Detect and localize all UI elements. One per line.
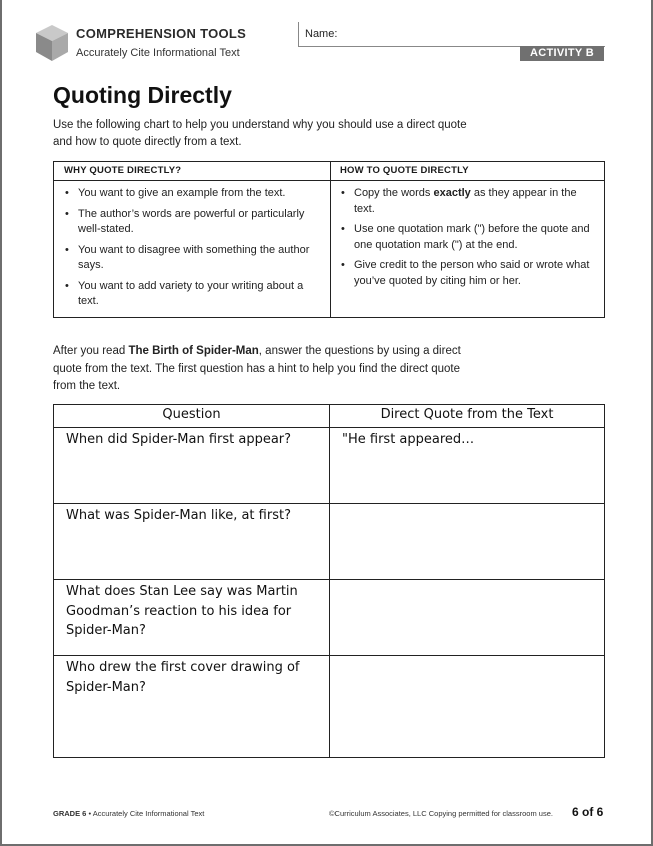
question-answer-table [53,404,605,758]
question-cell: What does Stan Lee say was Martin Goodman’s reaction to his idea for Spider-Man? [66,584,298,638]
why-item: • You want to give an example from the text. [65,187,286,199]
page-left-edge [0,0,2,846]
quote-info-table [53,161,605,318]
table-row-divider [54,503,604,504]
page-title: Quoting Directly [53,82,232,108]
answer-cell[interactable] [342,658,597,753]
how-item: • Use one quotation mark (") before the quote and one quotation mark (") at the end. [341,223,590,251]
why-column [54,162,331,317]
table-row-divider [54,579,604,580]
table-row-divider [54,655,604,656]
activity-badge: ACTIVITY B [520,46,604,61]
question-column-header: Question [162,407,221,422]
table-column-divider [329,405,330,757]
answer-cell[interactable]: "He first appeared… [342,432,475,447]
question-cell: What was Spider-Man like, at first? [66,508,291,523]
intro-paragraph: Use the following chart to help you understand why you should use a direct quote and how to quote directly from a text. [53,119,467,148]
how-column [330,162,604,317]
footer-copyright: ©Curriculum Associates, LLC Copying permitted for classroom use. [329,809,553,818]
how-header: HOW TO QUOTE DIRECTLY [330,162,604,181]
header-divider [298,22,299,46]
quote-column-header: Direct Quote from the Text [380,407,554,422]
footer-left: GRADE 6 • Accurately Cite Informational Text [53,809,205,818]
name-label: Name: [305,28,338,40]
table-header-divider [54,427,604,428]
how-item: • Give credit to the person who said or wrote what you’ve quoted by citing him or her. [341,259,590,287]
why-item: • You want to add variety to your writing about a text. [65,279,304,307]
cube-logo-icon [35,24,69,62]
why-header: WHY QUOTE DIRECTLY? [54,162,330,181]
why-list [54,186,330,310]
answer-cell[interactable] [342,582,597,652]
brand-subtitle: Accurately Cite Informational Text [76,47,240,59]
question-cell: Who drew the first cover drawing of Spider-Man? [66,660,300,695]
brand-title: COMPREHENSION TOOLS [76,26,247,41]
why-item: • The author’s words are powerful or particularly well-stated. [65,207,305,235]
how-list [330,186,604,289]
question-cell: When did Spider-Man first appear? [66,432,292,447]
how-item: • Copy the words exactly as they appear in the text. [341,187,577,215]
answer-cell[interactable] [342,506,597,576]
why-item: • You want to disagree with something the author says. [65,243,310,271]
instructions-paragraph: After you read The Birth of Spider-Man, answer the questions by using a direct quote from the text. The first question has a hint to help you find the direct quote from the text. [53,345,461,392]
page-number: 6 of 6 [572,805,604,819]
